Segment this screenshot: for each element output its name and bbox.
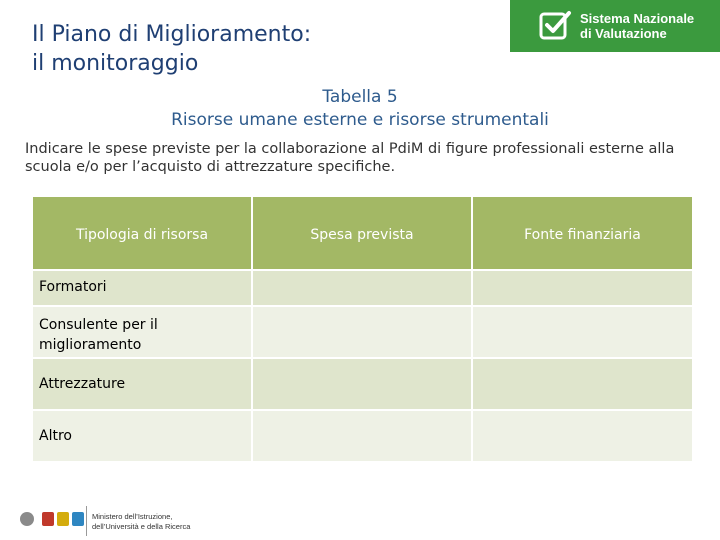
footer — [0, 498, 720, 540]
ministry-name — [92, 512, 190, 532]
ministry-line2: dell’Università e della Ricerca — [92, 522, 191, 531]
row-label-consulente: Consulente per il miglioramento — [33, 307, 253, 359]
ministry-logos — [42, 512, 84, 526]
cell-fonte[interactable] — [473, 411, 692, 463]
header-tipologia: Tipologia di risorsa — [33, 197, 253, 271]
intro-text: Indicare le spese previste per la collaborazione al PdiM di figure professionali esterne alla scuola e/o per l’acquisto di attrezzature specifiche. — [25, 141, 675, 175]
footer-divider — [86, 506, 87, 536]
row-label-formatori: Formatori — [33, 271, 253, 307]
logo-square-blue — [72, 512, 84, 526]
ministry-line1: Ministero dell’Istruzione, — [92, 512, 173, 521]
cell-spesa[interactable] — [253, 307, 473, 359]
row-label-altro: Altro — [33, 411, 253, 463]
table-row — [33, 271, 692, 307]
slide-title — [32, 20, 311, 78]
table-row — [33, 307, 692, 359]
cell-spesa[interactable] — [253, 411, 473, 463]
table-caption — [0, 86, 720, 132]
table-subtitle: Risorse umane esterne e risorse strumentali — [171, 110, 549, 130]
republic-emblem-icon — [20, 512, 34, 526]
table-header-row — [33, 197, 692, 271]
table-row — [33, 411, 692, 463]
cell-fonte[interactable] — [473, 271, 692, 307]
cell-fonte[interactable] — [473, 359, 692, 411]
header-spesa: Spesa prevista — [253, 197, 473, 271]
slide-title-line1: Il Piano di Miglioramento: — [32, 22, 312, 47]
cell-spesa[interactable] — [253, 271, 473, 307]
snv-logo-banner — [510, 0, 720, 52]
row-label-attrezzature: Attrezzature — [33, 359, 253, 411]
resources-table — [33, 197, 692, 463]
header-fonte: Fonte finanziaria — [473, 197, 692, 271]
table-row — [33, 359, 692, 411]
brand-line1: Sistema Nazionale — [580, 11, 695, 26]
brand-line2: di Valutazione — [580, 26, 667, 41]
logo-square-yellow — [57, 512, 69, 526]
cell-fonte[interactable] — [473, 307, 692, 359]
logo-square-red — [42, 512, 54, 526]
slide-title-line2: il monitoraggio — [32, 51, 199, 76]
table-label: Tabella 5 — [322, 87, 398, 107]
cell-spesa[interactable] — [253, 359, 473, 411]
checkbox-check-icon — [538, 9, 572, 43]
